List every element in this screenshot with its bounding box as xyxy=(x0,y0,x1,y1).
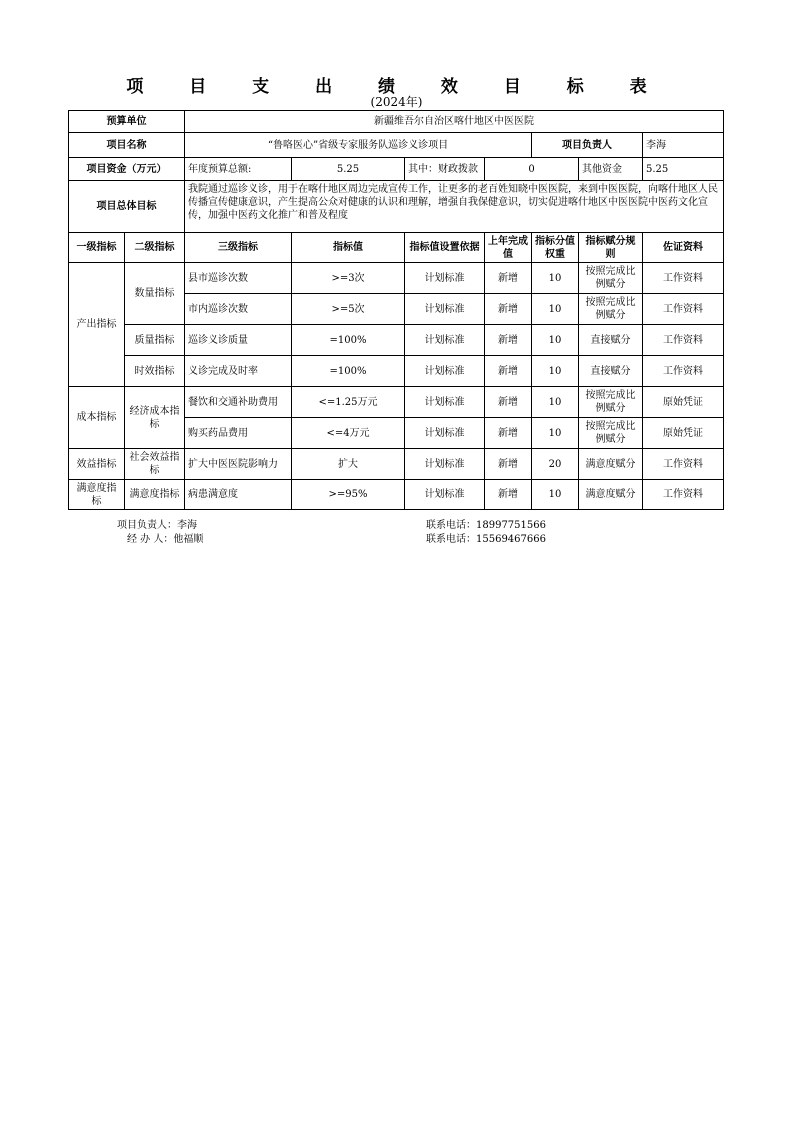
row-indicator: 县市巡诊次数 xyxy=(185,263,292,294)
project-name-row xyxy=(69,133,724,158)
row-basis: 计划标准 xyxy=(405,294,485,325)
row-prev: 新增 xyxy=(485,480,532,510)
header-prev-value: 上年完成值 xyxy=(485,233,532,263)
other-funds-label: 其他资金 xyxy=(579,158,643,181)
header-level3: 三级指标 xyxy=(185,233,292,263)
phone-label-2: 联系电话： xyxy=(426,534,476,545)
row-prev: 新增 xyxy=(485,325,532,356)
header-rule: 指标赋分规则 xyxy=(579,233,643,263)
group-satisfaction-sub: 满意度指标 xyxy=(125,480,185,510)
project-leader-label: 项目负责人 xyxy=(532,133,643,158)
table-row xyxy=(69,387,724,418)
row-rule: 直接赋分 xyxy=(579,325,643,356)
row-value: >=95% xyxy=(292,480,405,510)
budget-unit-value: 新疆维吾尔自治区喀什地区中医医院 xyxy=(185,111,724,133)
row-evidence: 工作资料 xyxy=(643,263,724,294)
table-row xyxy=(69,480,724,510)
project-name-label: 项目名称 xyxy=(69,133,185,158)
phone-label-1: 联系电话： xyxy=(426,520,476,531)
header-weight: 指标分值权重 xyxy=(532,233,579,263)
row-evidence: 原始凭证 xyxy=(643,387,724,418)
group-quantity: 数量指标 xyxy=(125,263,185,325)
leader-value: 李海 xyxy=(177,520,197,531)
project-funds-row xyxy=(69,158,724,181)
row-indicator: 购买药品费用 xyxy=(185,418,292,449)
budget-unit-row xyxy=(69,111,724,133)
fiscal-funds-label: 其中：财政拨款 xyxy=(405,158,485,181)
row-weight: 10 xyxy=(532,294,579,325)
row-prev: 新增 xyxy=(485,418,532,449)
row-prev: 新增 xyxy=(485,387,532,418)
row-value: >=5次 xyxy=(292,294,405,325)
row-value: 扩大 xyxy=(292,449,405,480)
row-prev: 新增 xyxy=(485,356,532,387)
footer-phone-1 xyxy=(426,516,546,531)
row-value: <=4万元 xyxy=(292,418,405,449)
row-prev: 新增 xyxy=(485,294,532,325)
budget-unit-label: 预算单位 xyxy=(69,111,185,133)
group-satisfaction: 满意度指标 xyxy=(69,480,125,510)
row-basis: 计划标准 xyxy=(405,387,485,418)
performance-table xyxy=(68,110,724,510)
handler-label: 经 办 人： xyxy=(127,534,174,545)
annual-budget-value: 5.25 xyxy=(292,158,405,181)
row-evidence: 工作资料 xyxy=(643,356,724,387)
header-level1: 一级指标 xyxy=(69,233,125,263)
row-indicator: 巡诊义诊质量 xyxy=(185,325,292,356)
row-evidence: 工作资料 xyxy=(643,294,724,325)
group-output: 产出指标 xyxy=(69,263,125,387)
overall-goal-text: 我院通过巡诊义诊，用于在喀什地区周边完成宣传工作，让更多的老百姓知晓中医医院，来到中医医院，向喀什地区人民传播宣传健康意识，产生提高公众对健康的认识和理解，增强自我保健意识，切实促进喀什地区中医医院中医药文化宣传，加强中医药文化推广和普及程度 xyxy=(185,181,724,233)
row-basis: 计划标准 xyxy=(405,263,485,294)
row-weight: 10 xyxy=(532,418,579,449)
row-evidence: 工作资料 xyxy=(643,325,724,356)
footer-phone-2 xyxy=(426,530,546,545)
funds-label: 项目资金（万元） xyxy=(69,158,185,181)
group-cost: 成本指标 xyxy=(69,387,125,449)
row-weight: 10 xyxy=(532,263,579,294)
row-weight: 10 xyxy=(532,356,579,387)
group-timeliness: 时效指标 xyxy=(125,356,185,387)
row-basis: 计划标准 xyxy=(405,480,485,510)
group-social-benefit: 社会效益指标 xyxy=(125,449,185,480)
table-row xyxy=(69,325,724,356)
row-value: >=3次 xyxy=(292,263,405,294)
footer-leader xyxy=(117,516,197,531)
leader-label: 项目负责人： xyxy=(117,520,177,531)
row-indicator: 病患满意度 xyxy=(185,480,292,510)
page-title: 项 目 支 出 绩 效 目 标 表 xyxy=(126,77,667,97)
row-indicator: 扩大中医医院影响力 xyxy=(185,449,292,480)
year-subtitle: (2024年) xyxy=(370,95,423,109)
row-basis: 计划标准 xyxy=(405,449,485,480)
header-value: 指标值 xyxy=(292,233,405,263)
row-weight: 10 xyxy=(532,480,579,510)
row-prev: 新增 xyxy=(485,263,532,294)
header-level2: 二级指标 xyxy=(125,233,185,263)
row-rule: 按照完成比例赋分 xyxy=(579,387,643,418)
row-value: =100% xyxy=(292,325,405,356)
project-leader-value: 李海 xyxy=(643,133,724,158)
project-name-value: “鲁咯医心”省级专家服务队巡诊义诊项目 xyxy=(185,133,532,158)
row-rule: 按照完成比例赋分 xyxy=(579,294,643,325)
row-rule: 满意度赋分 xyxy=(579,480,643,510)
header-row xyxy=(69,233,724,263)
handler-value: 他福顺 xyxy=(173,534,204,545)
footer-handler xyxy=(127,530,203,545)
row-basis: 计划标准 xyxy=(405,418,485,449)
row-prev: 新增 xyxy=(485,449,532,480)
table-row xyxy=(69,263,724,294)
row-weight: 10 xyxy=(532,325,579,356)
annual-budget-label: 年度预算总额: xyxy=(185,158,292,181)
overall-goal-row xyxy=(69,181,724,233)
group-benefit: 效益指标 xyxy=(69,449,125,480)
row-rule: 满意度赋分 xyxy=(579,449,643,480)
row-weight: 20 xyxy=(532,449,579,480)
phone-value-2: 15569467666 xyxy=(476,534,546,545)
header-evidence: 佐证资料 xyxy=(643,233,724,263)
phone-value-1: 18997751566 xyxy=(476,520,546,531)
row-evidence: 原始凭证 xyxy=(643,418,724,449)
row-value: =100% xyxy=(292,356,405,387)
row-evidence: 工作资料 xyxy=(643,480,724,510)
fiscal-funds-value: 0 xyxy=(485,158,579,181)
row-indicator: 餐饮和交通补助费用 xyxy=(185,387,292,418)
group-quality: 质量指标 xyxy=(125,325,185,356)
row-evidence: 工作资料 xyxy=(643,449,724,480)
row-basis: 计划标准 xyxy=(405,356,485,387)
other-funds-value: 5.25 xyxy=(643,158,724,181)
row-rule: 按照完成比例赋分 xyxy=(579,263,643,294)
table-row xyxy=(69,356,724,387)
row-basis: 计划标准 xyxy=(405,325,485,356)
table-row xyxy=(69,449,724,480)
row-rule: 直接赋分 xyxy=(579,356,643,387)
row-weight: 10 xyxy=(532,387,579,418)
row-indicator: 义诊完成及时率 xyxy=(185,356,292,387)
overall-goal-label: 项目总体目标 xyxy=(69,181,185,233)
group-economic-cost: 经济成本指标 xyxy=(125,387,185,449)
row-rule: 按照完成比例赋分 xyxy=(579,418,643,449)
row-indicator: 市内巡诊次数 xyxy=(185,294,292,325)
header-basis: 指标值设置依据 xyxy=(405,233,485,263)
row-value: <=1.25万元 xyxy=(292,387,405,418)
